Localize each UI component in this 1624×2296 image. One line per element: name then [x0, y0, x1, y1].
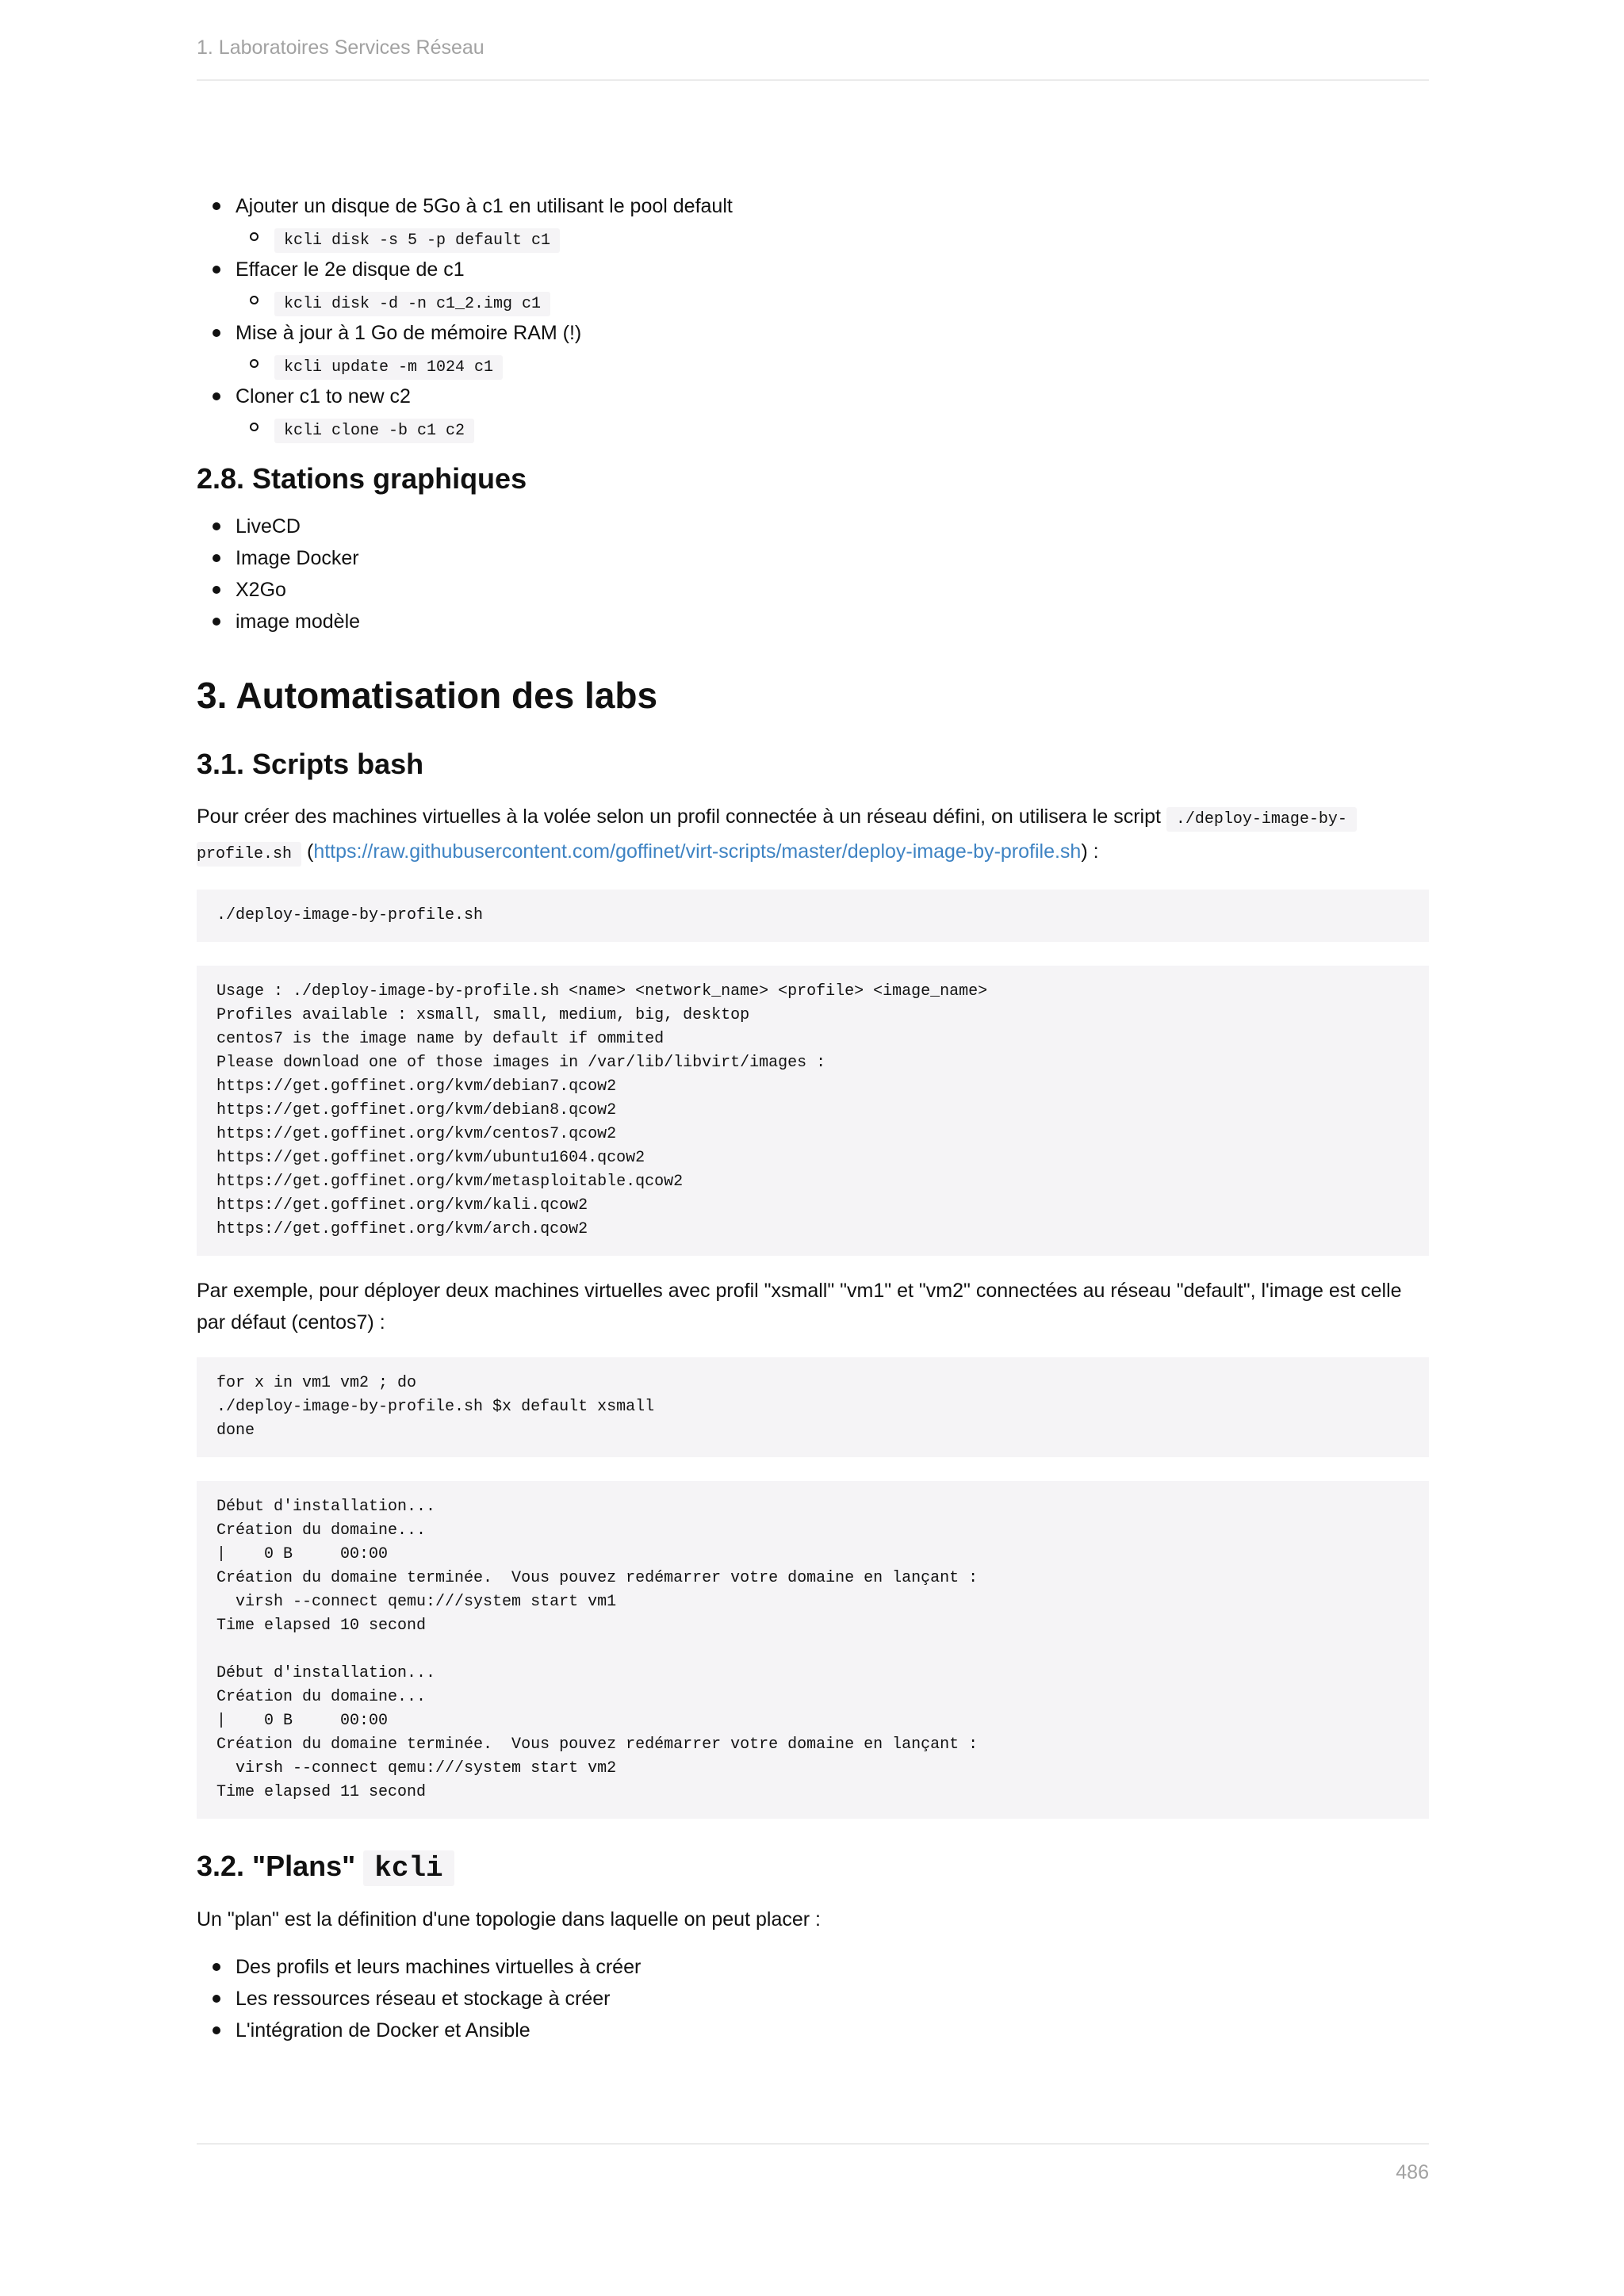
page-content: [197, 190, 1429, 2046]
list-item: [197, 412, 1429, 444]
list-item: image modèle: [197, 606, 1429, 637]
inline-code: kcli: [363, 1850, 454, 1886]
list-item: Mise à jour à 1 Go de mémoire RAM (!): [197, 317, 1429, 349]
list-item: Ajouter un disque de 5Go à c1 en utilisant le pool default: [197, 190, 1429, 222]
section-heading: 2.8. Stations graphiques: [197, 462, 527, 495]
page-number: 486: [1396, 2161, 1429, 2183]
list-item: Cloner c1 to new c2: [197, 381, 1429, 412]
kcli-command-list: [197, 190, 1429, 444]
paragraph: Pour créer des machines virtuelles à la volée selon un profil connectée à un réseau défini, on utilisera le script ./deploy-image-by- profile.sh (https://raw.githubusercontent.com/goffinet/virt-scripts/master/deploy-image-by-profile.sh) :: [197, 801, 1429, 871]
paragraph: Un "plan" est la définition d'une topologie dans laquelle on peut placer :: [197, 1908, 821, 1931]
inline-code: kcli clone -b c1 c2: [274, 419, 474, 443]
list-item: [197, 349, 1429, 381]
list-item: Des profils et leurs machines virtuelles à créer: [197, 1951, 1429, 1983]
list-item: [197, 222, 1429, 254]
list-item: Les ressources réseau et stockage à créer: [197, 1983, 1429, 2015]
inline-code: ./deploy-image-by-: [1166, 807, 1357, 832]
code-block: ./deploy-image-by-profile.sh: [197, 890, 1429, 942]
inline-code: kcli disk -d -n c1_2.img c1: [274, 292, 550, 316]
graphical-stations-list: [197, 511, 1429, 637]
chapter-heading: 3. Automatisation des labs: [197, 675, 658, 716]
list-item: Effacer le 2e disque de c1: [197, 254, 1429, 285]
section-heading: 3.2. "Plans" kcli: [197, 1849, 1429, 1886]
section-heading: 3.1. Scripts bash: [197, 748, 424, 780]
plan-contents-list: [197, 1951, 1429, 2046]
inline-code: profile.sh: [197, 842, 301, 867]
code-block: Usage : ./deploy-image-by-profile.sh <name> <network_name> <profile> <image_name> Profiles available : xsmall, small, medium, big, desktop centos7 is the image name by default if ommited Please download one of those images in /var/lib/libvirt/images : https://get.goffinet.org/kvm/debian7.qcow2 https://get.goffinet.org/kvm/debian8.qcow2 https://get.goffinet.org/kvm/centos7.qcow2 https://get.goffinet.org/kvm/ubuntu1604.qcow2 https://get.goffinet.org/kvm/metasploitable.qcow2 https://get.goffinet.org/kvm/kali.qcow2 https://get.goffinet.org/kvm/arch.qcow2: [197, 966, 1429, 1256]
code-block: for x in vm1 vm2 ; do ./deploy-image-by-profile.sh $x default xsmall done: [197, 1357, 1429, 1457]
document-page: [197, 0, 1429, 2296]
code-block: Début d'installation... Création du domaine... | 0 B 00:00 Création du domaine terminée. Vous pouvez redémarrer votre domaine en lançant : virsh --connect qemu:///system start vm1 Time elapsed 10 second Début d'installation... Création du domaine... | 0 B 00:00 Création du domaine terminée. Vous pouvez redémarrer votre domaine en lançant : virsh --connect qemu:///system start vm2 Time elapsed 11 second: [197, 1481, 1429, 1819]
header-divider: [197, 79, 1429, 81]
paragraph: Par exemple, pour déployer deux machines virtuelles avec profil "xsmall" "vm1" et "vm2" connectées au réseau "default", l'image est celle par défaut (centos7) :: [197, 1280, 1402, 1334]
running-header: 1. Laboratoires Services Réseau: [197, 36, 485, 59]
inline-code: kcli disk -s 5 -p default c1: [274, 228, 560, 253]
script-link[interactable]: https://raw.githubusercontent.com/goffinet/virt-scripts/master/deploy-image-by-profile.sh: [313, 840, 1082, 863]
list-item: LiveCD: [197, 511, 1429, 542]
inline-code: kcli update -m 1024 c1: [274, 355, 503, 380]
list-item: Image Docker: [197, 542, 1429, 574]
list-item: [197, 285, 1429, 317]
list-item: L'intégration de Docker et Ansible: [197, 2015, 1429, 2046]
footer-divider: [197, 2143, 1429, 2145]
list-item: X2Go: [197, 574, 1429, 606]
